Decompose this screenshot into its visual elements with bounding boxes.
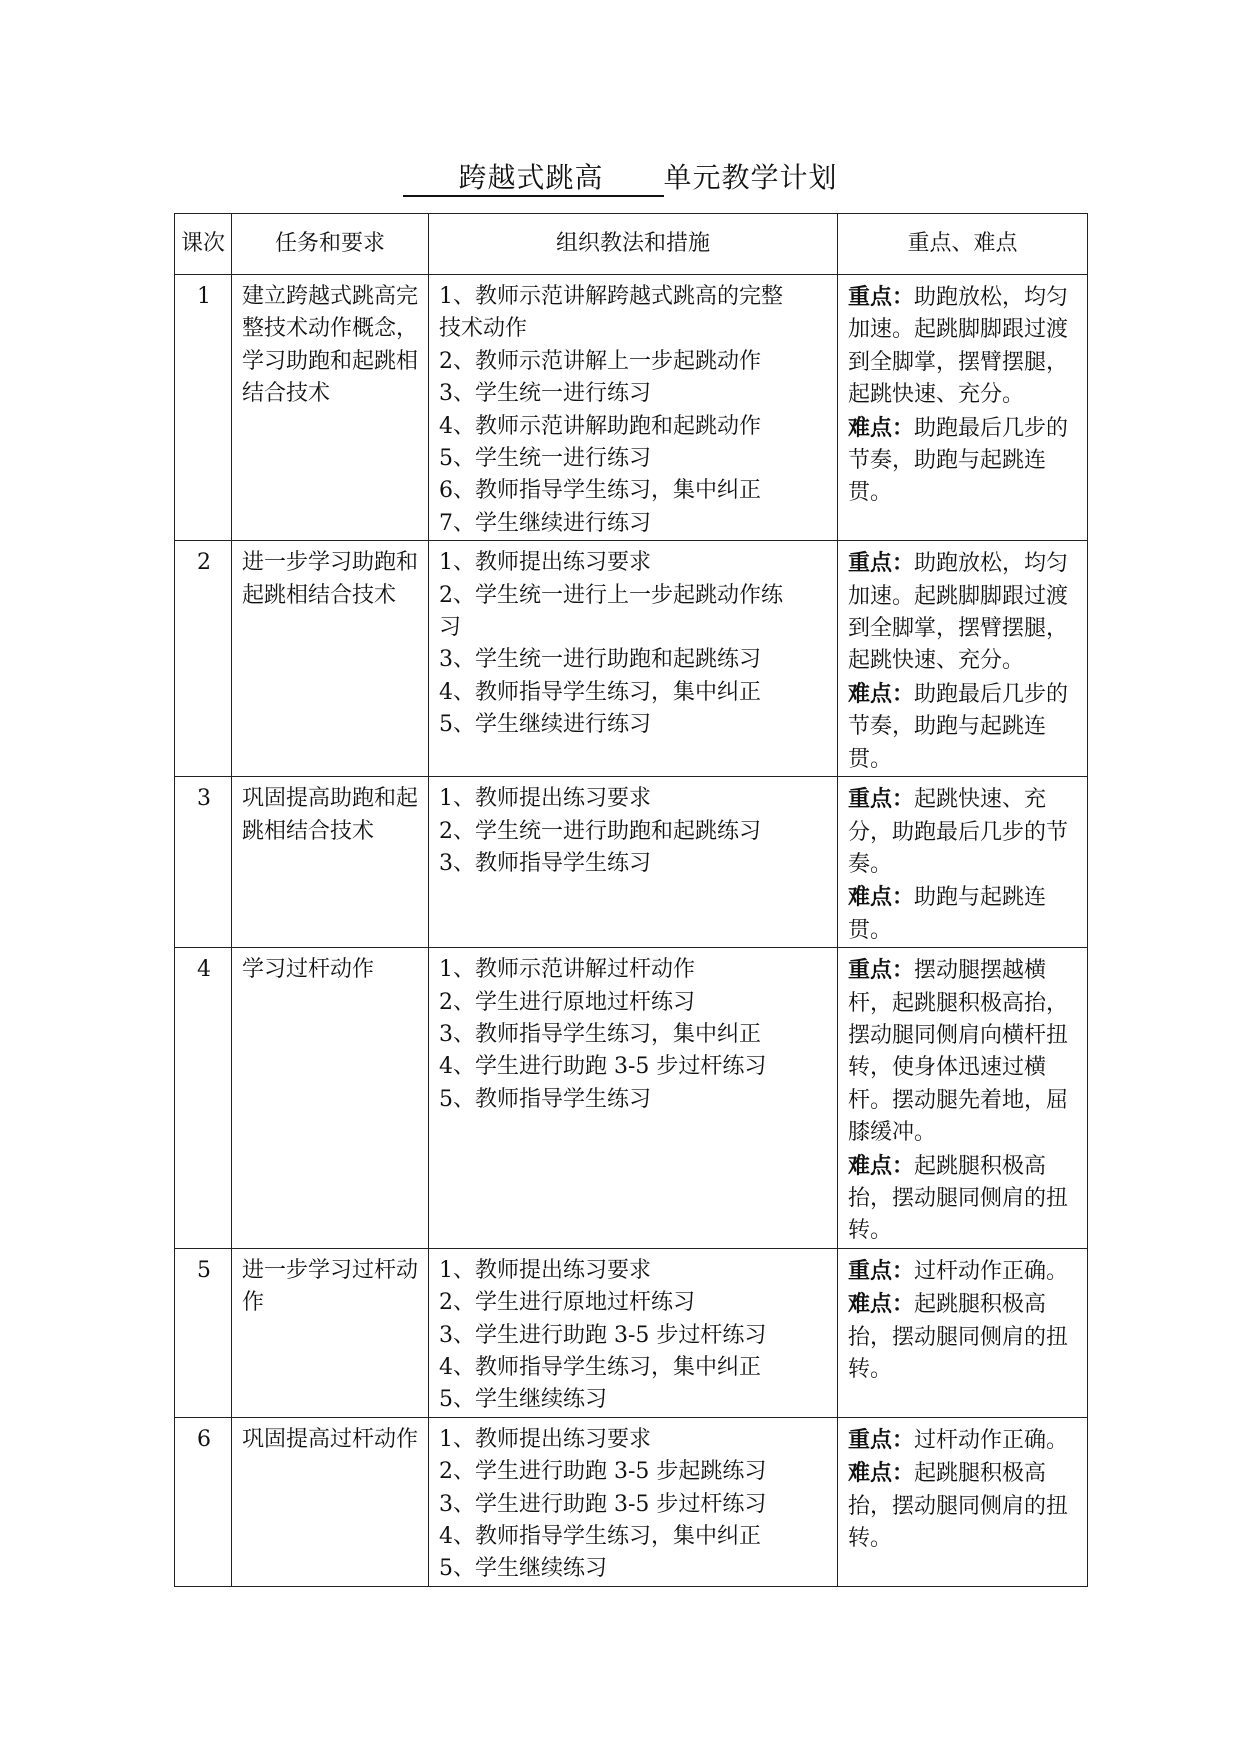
difficulty-label: 难点： <box>848 1460 915 1487</box>
table-row <box>175 1417 1088 1586</box>
lesson-number: 4 <box>175 948 232 1249</box>
difficulty-text: 起跳腿积极高抬，摆动腿同侧肩的扭转。 <box>848 1461 1069 1552</box>
difficulty-text: 起跳腿积极高抬，摆动腿同侧肩的扭转。 <box>848 1153 1069 1244</box>
difficulty-label: 难点： <box>848 884 915 911</box>
method-step: 5、学生继续进行练习 <box>439 712 651 738</box>
task-cell: 学习过杆动作 <box>232 948 429 1249</box>
method-cell <box>429 948 838 1249</box>
method-step: 1、教师提出练习要求 <box>439 786 651 812</box>
method-step: 2、学生进行助跑 3-5 步起跳练习 <box>439 1459 767 1485</box>
difficulty-point <box>848 678 1079 776</box>
header-task: 任务和要求 <box>232 214 429 275</box>
table-row <box>175 777 1088 948</box>
title-subject: 跨越式跳高 <box>403 161 663 197</box>
method-step: 1、教师示范讲解跨越式跳高的完整 <box>439 284 783 309</box>
header-lesson: 课次 <box>175 214 232 275</box>
focus-text: 摆动腿摆越横杆，起跳腿积极高抬，摆动腿同侧肩向横杆扭转，使身体迅速过横杆。摆动腿先着地，屈膝缓冲。 <box>848 958 1069 1146</box>
difficulty-point <box>848 1457 1079 1555</box>
document-title <box>0 158 1241 198</box>
focus-label: 重点： <box>848 786 915 813</box>
focus-text: 过杆动作正确。 <box>914 1427 1069 1453</box>
method-cell <box>429 275 838 541</box>
table-body <box>175 275 1088 1587</box>
method-step: 6、教师指导学生练习，集中纠正 <box>439 478 761 504</box>
method-step: 3、学生统一进行练习 <box>439 381 651 407</box>
method-step: 4、教师指导学生练习，集中纠正 <box>439 679 761 705</box>
method-step: 7、学生继续进行练习 <box>439 510 651 536</box>
key-points-cell <box>838 275 1088 541</box>
focus-point <box>848 1424 1079 1457</box>
difficulty-text: 助跑最后几步的节奏，助跑与起跳连贯。 <box>848 415 1069 506</box>
method-step: 2、学生进行原地过杆练习 <box>439 1290 695 1316</box>
method-step: 1、教师提出练习要求 <box>439 550 651 576</box>
key-points-cell <box>838 1417 1088 1586</box>
lesson-number: 6 <box>175 1417 232 1586</box>
method-step: 4、教师指导学生练习，集中纠正 <box>439 1524 761 1550</box>
focus-text: 助跑放松，均匀加速。起跳脚脚跟过渡到全脚掌，摆臂摆腿，起跳快速、充分。 <box>848 285 1069 408</box>
header-row <box>175 214 1088 275</box>
lesson-number: 1 <box>175 275 232 541</box>
method-cell <box>429 1248 838 1417</box>
difficulty-text: 助跑最后几步的节奏，助跑与起跳连贯。 <box>848 681 1069 772</box>
method-step: 5、教师指导学生练习 <box>439 1086 651 1112</box>
difficulty-label: 难点： <box>848 1291 915 1318</box>
method-cell <box>429 777 838 948</box>
method-step: 3、教师指导学生练习 <box>439 850 651 876</box>
focus-point <box>848 783 1079 881</box>
header-method: 组织教法和措施 <box>429 214 838 275</box>
lesson-number: 5 <box>175 1248 232 1417</box>
method-step: 4、学生进行助跑 3-5 步过杆练习 <box>439 1054 767 1080</box>
focus-text: 起跳快速、充分，助跑最后几步的节奏。 <box>848 787 1069 877</box>
lesson-number: 2 <box>175 541 232 777</box>
difficulty-text: 助跑与起跳连贯。 <box>848 885 1047 943</box>
task-cell: 建立跨越式跳高完整技术动作概念，学习助跑和起跳相结合技术 <box>232 275 429 541</box>
method-step: 1、教师提出练习要求 <box>439 1257 651 1283</box>
focus-point <box>848 1255 1079 1288</box>
key-points-cell <box>838 541 1088 777</box>
key-points-cell <box>838 948 1088 1249</box>
method-step: 2、教师示范讲解上一步起跳动作 <box>439 348 761 374</box>
task-cell: 巩固提高助跑和起跳相结合技术 <box>232 777 429 948</box>
method-step: 5、学生继续练习 <box>439 1556 607 1582</box>
focus-point <box>848 954 1079 1149</box>
method-step: 习 <box>439 615 462 641</box>
difficulty-text: 起跳腿积极高抬，摆动腿同侧肩的扭转。 <box>848 1292 1069 1382</box>
method-step: 3、学生进行助跑 3-5 步过杆练习 <box>439 1491 767 1517</box>
method-step: 5、学生继续练习 <box>439 1387 607 1413</box>
difficulty-label: 难点： <box>848 414 915 441</box>
method-step: 4、教师示范讲解助跑和起跳动作 <box>439 413 761 439</box>
focus-label: 重点： <box>848 957 915 984</box>
difficulty-label: 难点： <box>848 1152 915 1179</box>
difficulty-point <box>848 881 1079 947</box>
task-cell: 巩固提高过杆动作 <box>232 1417 429 1586</box>
focus-label: 重点： <box>848 284 915 310</box>
lesson-number: 3 <box>175 777 232 948</box>
method-cell <box>429 541 838 777</box>
method-step: 2、学生统一进行上一步起跳动作练 <box>439 582 783 608</box>
method-step: 1、教师提出练习要求 <box>439 1426 651 1452</box>
key-points-cell <box>838 777 1088 948</box>
focus-point <box>848 281 1079 412</box>
method-step: 2、学生进行原地过杆练习 <box>439 989 695 1015</box>
focus-text: 过杆动作正确。 <box>914 1258 1069 1284</box>
difficulty-point <box>848 1150 1079 1248</box>
focus-label: 重点： <box>848 1257 915 1284</box>
focus-label: 重点： <box>848 1426 915 1453</box>
focus-point <box>848 547 1079 678</box>
header-key: 重点、难点 <box>838 214 1088 275</box>
key-points-cell <box>838 1248 1088 1417</box>
method-cell <box>429 1417 838 1586</box>
difficulty-point <box>848 1288 1079 1386</box>
task-cell: 进一步学习过杆动作 <box>232 1248 429 1417</box>
focus-label: 重点： <box>848 550 915 577</box>
method-step: 5、学生统一进行练习 <box>439 446 651 472</box>
table-row <box>175 948 1088 1249</box>
focus-text: 助跑放松，均匀加速。起跳脚脚跟过渡到全脚掌，摆臂摆腿，起跳快速、充分。 <box>848 551 1069 674</box>
table-row <box>175 541 1088 777</box>
method-step: 4、教师指导学生练习，集中纠正 <box>439 1355 761 1380</box>
title-suffix: 单元教学计划 <box>663 161 838 194</box>
teaching-plan-table <box>174 213 1088 1587</box>
task-cell: 进一步学习助跑和起跳相结合技术 <box>232 541 429 777</box>
difficulty-point <box>848 412 1079 510</box>
method-step: 3、教师指导学生练习，集中纠正 <box>439 1021 761 1047</box>
table-row <box>175 1248 1088 1417</box>
method-step: 2、学生统一进行助跑和起跳练习 <box>439 818 761 844</box>
table-row <box>175 275 1088 541</box>
method-step: 3、学生统一进行助跑和起跳练习 <box>439 647 761 673</box>
method-step: 1、教师示范讲解过杆动作 <box>439 957 695 983</box>
method-step: 技术动作 <box>439 316 528 342</box>
method-step: 3、学生进行助跑 3-5 步过杆练习 <box>439 1322 767 1348</box>
difficulty-label: 难点： <box>848 680 915 707</box>
